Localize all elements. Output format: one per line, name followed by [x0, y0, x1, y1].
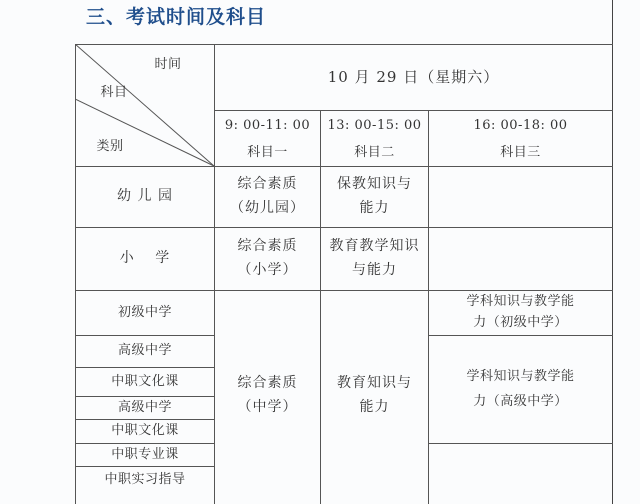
slot1-time: 9: 00-11: 00	[224, 117, 311, 133]
rule-s3-bottom	[428, 443, 613, 444]
slot1-subject: 科目一	[247, 144, 288, 160]
slot2-time: 13: 00-15: 00	[327, 117, 422, 133]
slot2-subject: 科目二	[354, 144, 395, 160]
slot3-time: 16: 00-18: 00	[473, 117, 568, 133]
exam-date: 10 月 29 日（星期六）	[327, 67, 500, 86]
corner-category-label: 类别	[96, 138, 124, 154]
category-junior-middle: 初级中学	[117, 304, 172, 320]
corner-subject-label: 科目	[100, 84, 128, 100]
category-kindergarten: 幼 儿 园	[117, 188, 173, 205]
category-primary: 小 学	[119, 250, 171, 267]
secondary-subject2: 教育知识与 能力	[337, 375, 412, 415]
category-vocational-culture-2: 中职文化课	[111, 423, 179, 439]
kindergarten-subject2: 保教知识与 能力	[337, 176, 412, 216]
primary-subject1: 综合素质 （小学）	[237, 238, 298, 278]
slot3-subject: 科目三	[500, 144, 541, 160]
corner-time-label: 时间	[154, 56, 182, 72]
primary-subject2: 教育教学知识 与能力	[329, 238, 420, 278]
category-vocational-professional: 中职专业课	[111, 446, 179, 462]
senior-subject3: 学科知识与教学能 力（高级中学）	[466, 368, 575, 409]
category-vocational-culture: 中职文化课	[111, 373, 179, 389]
category-senior-high-2: 高级中学	[117, 399, 172, 415]
category-vocational-practice: 中职实习指导	[104, 471, 186, 487]
section-heading: 三、考试时间及科目	[86, 6, 267, 28]
secondary-subject1: 综合素质 （中学）	[237, 375, 298, 415]
junior-subject3: 学科知识与教学能 力（初级中学）	[466, 294, 575, 330]
category-senior-high: 高级中学	[117, 343, 172, 359]
rule-date	[214, 110, 613, 111]
kindergarten-subject1: 综合素质 （幼儿园）	[230, 176, 305, 216]
